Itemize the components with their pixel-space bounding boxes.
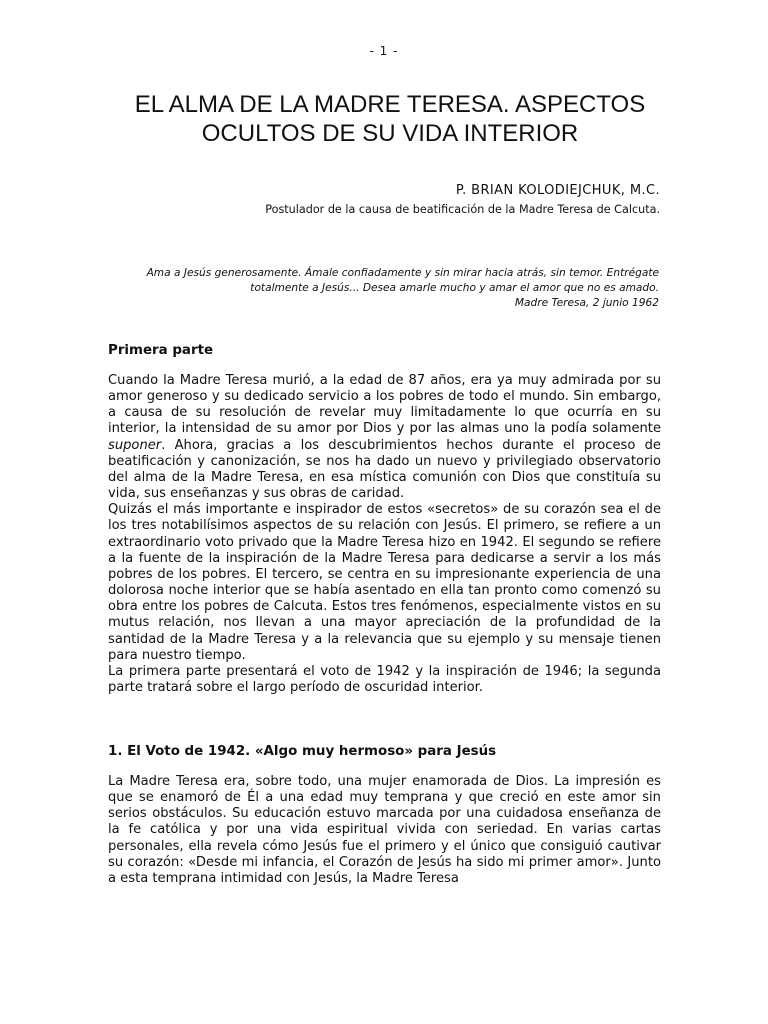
paragraph-text: . Ahora, gracias a los descubrimientos hechos durante el proceso de beatificación y canonización, se nos ha dado un nuevo y privilegiado observatorio del alma de la Madre Teresa, en esa mística comunión con Dios que constituía su vida, sus enseñanzas y sus obras de caridad. xyxy=(108,437,661,502)
author-role: Postulador de la causa de beatificación de la Madre Teresa de Calcuta. xyxy=(265,203,660,216)
section-heading: 1. El Voto de 1942. «Algo muy hermoso» para Jesús xyxy=(108,744,497,759)
page-number: - 1 - xyxy=(369,44,399,58)
emphasized-word: suponer xyxy=(108,437,162,453)
epigraph xyxy=(108,266,659,311)
body-paragraph xyxy=(108,373,661,502)
body-paragraph: La primera parte presentará el voto de 1942 y la inspiración de 1946; la segunda parte tratará sobre el largo período de oscuridad interior. xyxy=(108,663,661,695)
epigraph-attribution: Madre Teresa, 2 junio 1962 xyxy=(514,297,659,309)
section-voto-1942 xyxy=(108,744,661,887)
epigraph-line: Ama a Jesús generosamente. Ámale confiadamente y sin mirar hacia atrás, sin temor. Entrégate xyxy=(146,267,659,279)
document-title: EL ALMA DE LA MADRE TERESA. ASPECTOS OCULTOS DE SU VIDA INTERIOR xyxy=(134,91,646,147)
section-heading: Primera parte xyxy=(108,343,214,358)
body-paragraph: La Madre Teresa era, sobre todo, una mujer enamorada de Dios. La impresión es que se enamoró de Él a una edad muy temprana y que creció en este amor sin serios obstáculos. Su educación estuvo marcada por una cuidadosa enseñanza de la fe católica y por una vida espiritual vivida con seriedad. En varias cartas personales, ella revela cómo Jesús fue el primero y el único que consiguió cautivar su corazón: «Desde mi infancia, el Corazón de Jesús ha sido mi primer amor». Junto a esta temprana intimidad con Jesús, la Madre Teresa xyxy=(108,774,661,886)
paragraph-text: Cuando la Madre Teresa murió, a la edad de 87 años, era ya muy admirada por su amor generoso y su dedicado servicio a los pobres de todo el mundo. Sin embargo, a causa de su resolución de revelar muy limitadamente lo que ocurría en su interior, la intensidad de su amor por Dios y por las almas uno la podía solamente xyxy=(108,373,661,437)
epigraph-line: totalmente a Jesús... Desea amarle mucho y amar el amor que no es amado. xyxy=(250,282,659,294)
author-name: P. BRIAN KOLODIEJCHUK, M.C. xyxy=(455,183,660,198)
section-primera-parte xyxy=(108,343,661,696)
body-paragraph: Quizás el más importante e inspirador de estos «secretos» de su corazón sea el de los tres notabilísimos aspectos de su relación con Jesús. El primero, se refiere a un extraordinario voto privado que la Madre Teresa hizo en 1942. El segundo se refiere a la fuente de la inspiración de la Madre Teresa para dedicarse a servir a los más pobres de los pobres. El tercero, se centra en su impresionante experiencia de una dolorosa noche interior que se había asentado en ella tan pronto como comenzó su obra entre los pobres de Calcuta. Estos tres fenómenos, especialmente vistos en su mutus relación, nos llevan a una mayor apreciación de la profundidad de la santidad de la Madre Teresa y a la relevancia que su ejemplo y su mensaje tienen para nuestro tiempo. xyxy=(108,502,661,663)
